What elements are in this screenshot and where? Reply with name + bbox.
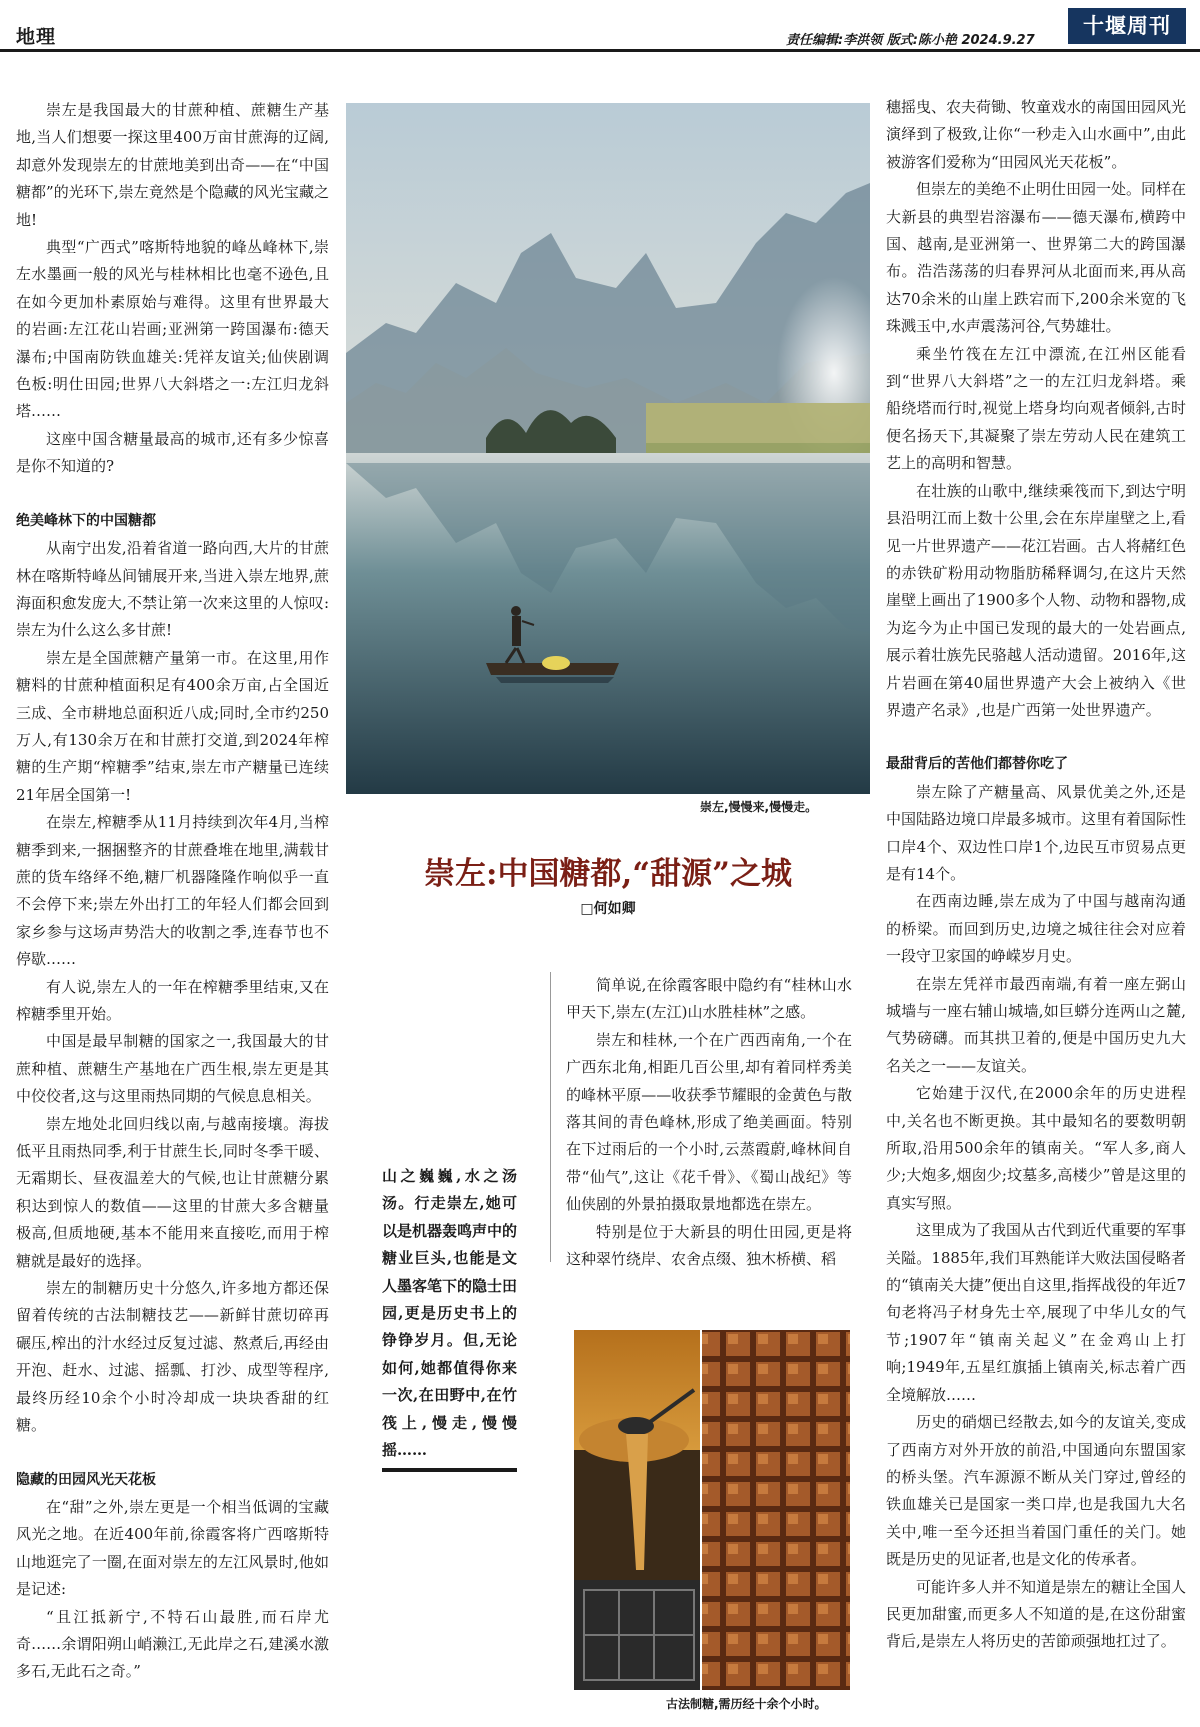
subheading: 隐藏的田园风光天花板 (16, 1471, 156, 1488)
paragraph: 历史的硝烟已经散去,如今的友谊关,变成了西南方对外开放的前沿,中国通向东盟国家的桥头堡。汽车源源不断从关门穿过,曾经的铁血雄关已是国家一类口岸,也是我国九大名关中,唯一至今还担当着国门重任的关门。她既是历史的见证者,也是文化的传承者。 (886, 1413, 1186, 1569)
paragraph: 崇左地处北回归线以南,与越南接壤。海拔低平且雨热同季,利于甘蔗生长,同时冬季干暖、无霜期长、昼夜温差大的气候,也让甘蔗糖分累积达到惊人的数值——这里的甘蔗大多含糖量极高,但质地硬,基本不能用来直接吃,而用于榨糖就是最好的选择。 (16, 1114, 329, 1270)
header-rule (0, 49, 1200, 52)
paragraph: 这座中国含糖量最高的城市,还有多少惊喜是你不知道的? (16, 429, 329, 476)
landscape-photo (346, 103, 870, 794)
photo-caption: 崇左,慢慢来,慢慢走。 (700, 800, 818, 814)
paragraph: 在“甜”之外,崇左更是一个相当低调的宝藏风光之地。在近400年前,徐霞客将广西喀斯特山地逛完了一圈,在面对崇左的左江风景时,他如是记述: (16, 1497, 329, 1599)
subheading: 绝美峰林下的中国糖都 (16, 512, 156, 529)
paragraph: 但崇左的美绝不止明仕田园一处。同样在大新县的典型岩溶瀑布——德天瀑布,横跨中国、越南,是亚洲第一、世界第二大的跨国瀑布。浩浩荡荡的归春界河从北面而来,再从高达70余米的山崖上跌宕而下,200余米宽的飞珠溅玉中,水声震荡河谷,气势雄壮。 (886, 180, 1187, 336)
photo-caption: 古法制糖,需历经十余个小时。 (666, 1697, 827, 1711)
paragraph: “且江抵新宁,不特石山最胜,而石岸尤奇……余谓阳朔山峭濑江,无此岸之石,建溪水激多石,无此石之奇。” (16, 1607, 329, 1681)
paragraph: 有人说,崇左人的一年在榨糖季里结束,又在榨糖季里开始。 (16, 977, 329, 1023)
column-divider (550, 972, 551, 1262)
pull-quote-rule (382, 1468, 517, 1472)
paragraph: 可能许多人并不知道是崇左的糖让全国人民更加甜蜜,而更多人不知道的是,在这份甜蜜背后,是崇左人将历史的苦節顽强地扛过了。 (886, 1577, 1187, 1651)
paragraph: 典型“广西式”喀斯特地貌的峰丛峰林下,崇左水墨画一般的风光与桂林相比也毫不逊色,且在如今更加朴素原始与难得。这里有世界最大的岩画:左江花山岩画;亚洲第一跨国瀑布:德天瀑布;中国南防铁血雄关:凭祥友谊关;仙侠剧调色板:明仕田园;世界八大斜塔之一:左江归龙斜塔…… (16, 238, 329, 421)
paragraph: 穗摇曳、农夫荷锄、牧童戏水的南国田园风光演绎到了极致,让你“一秒走入山水画中”,由此被游客们爱称为“田园风光天花板”。 (886, 98, 1187, 171)
subheading: 最甜背后的苦他们都替你吃了 (886, 756, 1068, 773)
editor-credits: 责任编辑:李洪领 版式:陈小艳 2024.9.27 (786, 33, 1035, 48)
paragraph: 中国是最早制糖的国家之一,我国最大的甘蔗种植、蔗糖生产基地在广西生根,崇左更是其中佼佼者,这与这里雨热同期的气候息息相关。 (16, 1032, 329, 1106)
paragraph: 崇左和桂林,一个在广西西南角,一个在广西东北角,相距几百公里,却有着同样秀美的峰林平原——收获季节耀眼的金黄色与散落其间的青色峰林,形成了绝美画面。特别在下过雨后的一个小时,云蒸霞蔚,峰林间自带“仙气”,这让《花千骨》、《蜀山战纪》等仙侠剧的外景拍摄取景地都选在崇左。 (566, 1030, 852, 1214)
section-label: 地理 (16, 26, 57, 48)
pull-quote: 山之巍巍,水之汤汤。行走崇左,她可以是机器轰鸣声中的糖业巨头,也能是文人墨客笔下的隐士田园,更是历史书上的铮铮岁月。但,无论如何,她都值得你来一次,在田野中,在竹筏上,慢走,慢慢摇…… (382, 1167, 518, 1460)
paragraph: 崇左是我国最大的甘蔗种植、蔗糖生产基地,当人们想要一探这里400万亩甘蔗海的辽阔,却意外发现崇左的甘蔗地美到出奇——在“中国糖都”的光环下,崇左竟然是个隐藏的风光宝藏之地! (16, 101, 329, 229)
paragraph: 它始建于汉代,在2000余年的历史进程中,关名也不断更换。其中最知名的要数明朝所取,沿用500余年的镇南关。“军人多,商人少;大炮多,烟囱少;坟墓多,高楼少”曾是这里的真实写照。 (886, 1084, 1186, 1212)
text-column-4 (886, 94, 1186, 1656)
paragraph: 崇左除了产糖量高、风景优美之外,还是中国陆路边境口岸最多城市。这里有着国际性口岸4个、双边性口岸1个,边民互市贸易点更是有14个。 (886, 782, 1187, 883)
paragraph: 这里成为了我国从古代到近代重要的军事关隘。1885年,我们耳熟能详大败法国侵略者的“镇南关大捷”便出自这里,指挥战役的年近7旬老将冯子材身先士卒,展现了中华儿女的气节;1907年“镇南关起义”在金鸡山上打响;1949年,五星红旗插上镇南关,标志着广西全境解放…… (886, 1221, 1187, 1404)
article-title: 崇左:中国糖都,“甜源”之城 (424, 856, 792, 892)
masthead-logo: 十堰周刊 (1068, 8, 1186, 44)
paragraph: 崇左的制糖历史十分悠久,许多地方都还保留着传统的古法制糖技艺——新鲜甘蔗切碎再碾压,榨出的汁水经过反复过滤、熬煮后,再经由开泡、赶水、过滤、摇瓢、打沙、成型等程序,最终历经10余个小时冷却成一块块香甜的红糖。 (16, 1279, 329, 1435)
paragraph: 在崇左凭祥市最西南端,有着一座左弼山城墙与一座右辅山城墙,如巨蟒分连两山之麓,气势磅礴。而其拱卫着的,便是中国历史九大名关之一——友谊关。 (886, 974, 1186, 1075)
article-author: □何如卿 (580, 901, 636, 917)
sugar-making-photo (574, 1330, 850, 1690)
paragraph: 从南宁出发,沿着省道一路向西,大片的甘蔗林在喀斯特峰丛间铺展开来,当进入崇左地界,蔗海面积愈发庞大,不禁让第一次来这里的人惊叹:崇左为什么这么多甘蔗! (16, 539, 329, 640)
paragraph: 在崇左,榨糖季从11月持续到次年4月,当榨糖季到来,一捆捆整齐的甘蔗叠堆在地里,满载甘蔗的货车络绎不绝,糖厂机器隆隆作响似乎一直不会停下来;崇左外出打工的年轻人们都会回到家乡参与这场声势浩大的收割之季,连春节也不停歇…… (16, 813, 329, 969)
paragraph: 乘坐竹筏在左江中漂流,在江州区能看到“世界八大斜塔”之一的左江归龙斜塔。乘船绕塔而行时,视觉上塔身均向观者倾斜,古时便名扬天下,其凝聚了崇左劳动人民在建筑工艺上的高明和智慧。 (886, 344, 1186, 473)
paragraph: 在西南边睡,崇左成为了中国与越南沟通的桥梁。而回到历史,边境之城往往会对应着一段守卫家国的峥嵘岁月史。 (886, 892, 1186, 966)
paragraph: 特别是位于大新县的明仕田园,更是将这种翠竹绕岸、农舍点缀、独木桥横、稻 (566, 1222, 852, 1269)
text-column-1 (16, 97, 329, 1686)
text-column-3 (566, 972, 852, 1273)
paragraph: 在壮族的山歌中,继续乘筏而下,到达宁明县沿明江而上数十公里,会在东岸崖壁之上,看见一片世界遗产——花江岩画。古人将赭红色的赤铁矿粉用动物脂肪稀释调匀,在这片天然崖壁上画出了1900多个人物、动物和器物,成为迄今为止中国已发现的最大的一处岩画点,展示着壮族先民骆越人活动遗留。2016年,这片岩画在第40届世界遗产大会上被纳入《世界遗产名录》,也是广西第一处世界遗产。 (886, 481, 1187, 719)
paragraph: 崇左是全国蔗糖产量第一市。在这里,用作糖料的甘蔗种植面积足有400余万亩,占全国近三成、全市耕地总面积近八成;同时,全市约250万人,有130余万在和甘蔗打交道,到2024年榨糖的生产期“榨糖季”结束,崇左市产糖量已连续21年居全国第一! (16, 648, 329, 804)
paragraph: 简单说,在徐霞客眼中隐约有“桂林山水甲天下,崇左(左江)山水胜桂林”之感。 (566, 976, 852, 1022)
